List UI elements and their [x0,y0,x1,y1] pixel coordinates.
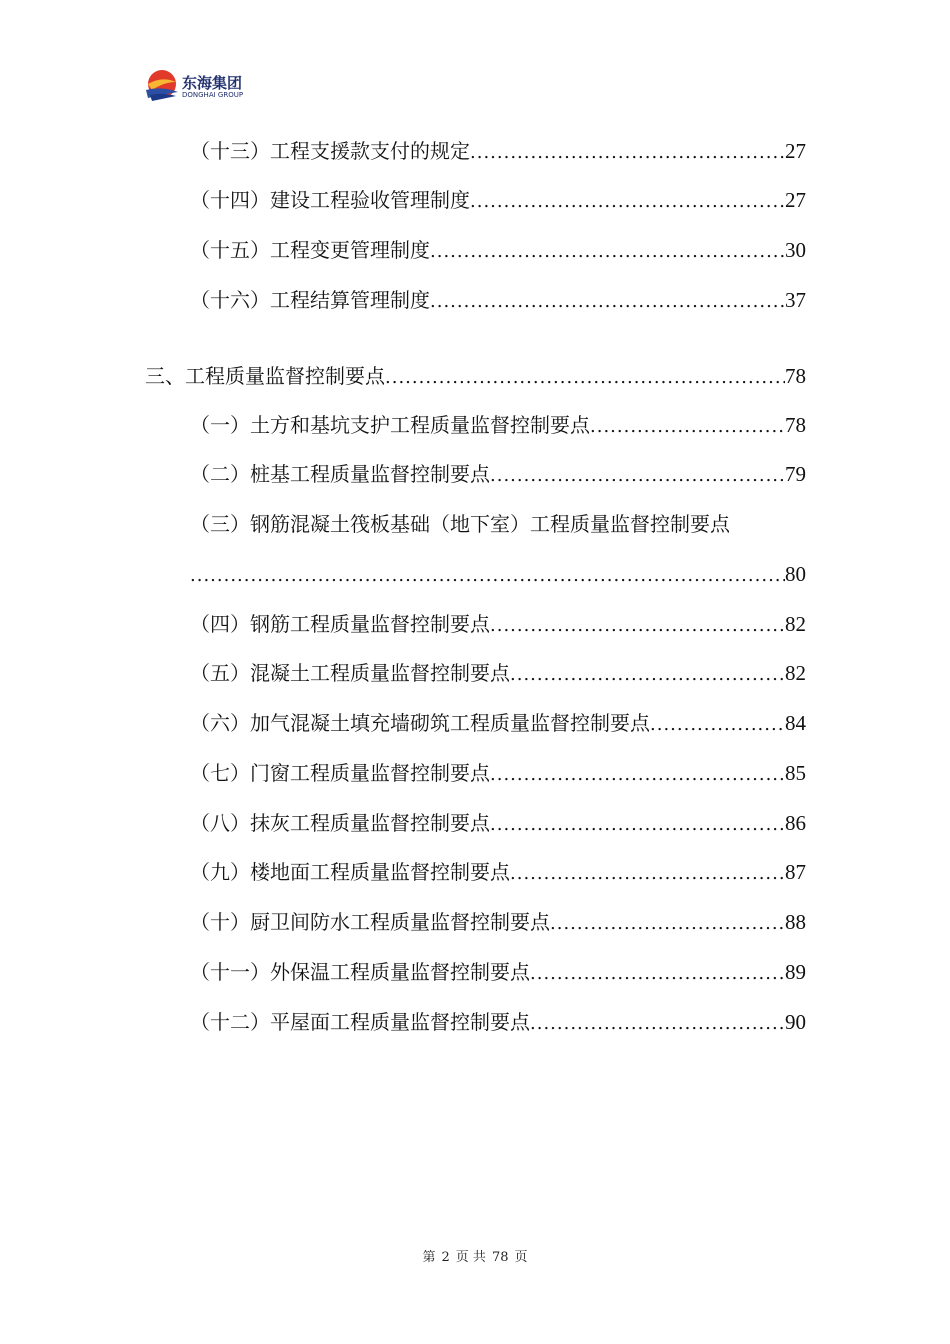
toc-leader [530,1009,785,1039]
toc-section-entry[interactable] [145,361,806,391]
page-footer [0,1246,950,1265]
toc-entry-title: （十三）工程支援款支付的规定 [190,139,470,163]
toc-entry[interactable] [190,808,806,838]
toc-entry[interactable] [190,658,806,688]
logo-text-en: DONGHAI GROUP [182,91,244,99]
toc-entry-title: （三）钢筋混凝土筏板基础（地下室）工程质量监督控制要点 [190,512,730,536]
toc-entry-title: （十）厨卫间防水工程质量监督控制要点 [190,910,550,934]
toc-entry[interactable] [190,185,806,215]
toc-entry-page: 90 [785,1010,806,1034]
toc-leader [490,810,785,840]
toc-entry-page: 89 [785,960,806,984]
logo-text-cn: 东海集团 [182,74,243,92]
toc-entry-wrapped-title[interactable] [190,509,806,539]
toc-entry-title: （九）楼地面工程质量监督控制要点 [190,860,510,884]
toc-leader [430,237,785,267]
toc-leader [550,909,785,939]
toc-entry-page: 27 [785,188,806,212]
toc-leader [385,363,785,393]
donghai-logo-icon [144,68,180,104]
toc-entry-page: 86 [785,811,806,835]
toc-leader [510,859,785,889]
toc-entry-page: 84 [785,711,806,735]
footer-prefix: 第 [422,1250,436,1265]
toc-entry-page: 78 [785,413,806,437]
toc-entry-page: 82 [785,612,806,636]
toc-entry[interactable] [190,907,806,937]
toc-entry-page: 80 [785,562,806,586]
toc-entry-title: （十一）外保温工程质量监督控制要点 [190,960,530,984]
toc-leader [490,611,785,641]
toc-entry-continuation[interactable] [190,559,806,589]
toc-entry-title: （一）土方和基坑支护工程质量监督控制要点 [190,413,590,437]
toc-leader [510,660,785,690]
toc-entry-title: （五）混凝土工程质量监督控制要点 [190,661,510,685]
toc-entry-title: （十六）工程结算管理制度 [190,288,430,312]
toc-entry[interactable] [190,285,806,315]
toc-entry-page: 27 [785,139,806,163]
company-logo [144,68,264,108]
toc-entry-page: 79 [785,462,806,486]
footer-total-pages: 78 [491,1250,509,1265]
toc-entry-page: 30 [785,238,806,262]
toc-entry-title: （八）抹灰工程质量监督控制要点 [190,811,490,835]
toc-entry[interactable] [190,235,806,265]
toc-entry[interactable] [190,857,806,887]
toc-entry-page: 78 [785,364,806,388]
toc-entry[interactable] [190,459,806,489]
toc-entry-title: （二）桩基工程质量监督控制要点 [190,462,490,486]
toc-entry-page: 37 [785,288,806,312]
toc-leader [590,412,785,442]
toc-leader [470,187,785,217]
toc-entry-title: （十四）建设工程验收管理制度 [190,188,470,212]
toc-entry[interactable] [190,1007,806,1037]
toc-entry-title: （十五）工程变更管理制度 [190,238,430,262]
toc-leader [190,561,785,591]
toc-leader [470,138,785,168]
footer-suffix: 页 [514,1250,528,1265]
toc-entry-title: （六）加气混凝土填充墙砌筑工程质量监督控制要点 [190,711,650,735]
toc-entry[interactable] [190,758,806,788]
toc-entry[interactable] [190,136,806,166]
toc-entry-page: 88 [785,910,806,934]
toc-entry[interactable] [190,957,806,987]
toc-entry-title: 三、工程质量监督控制要点 [145,364,385,388]
toc-entry[interactable] [190,708,806,738]
toc-entry-title: （七）门窗工程质量监督控制要点 [190,761,490,785]
toc-leader [490,461,785,491]
footer-current-page: 2 [441,1250,450,1265]
toc-leader [650,710,785,740]
toc-leader [430,287,785,317]
toc-entry-title: （十二）平屋面工程质量监督控制要点 [190,1010,530,1034]
toc-entry[interactable] [190,410,806,440]
toc-entry-title: （四）钢筋工程质量监督控制要点 [190,612,490,636]
toc-entry-page: 87 [785,860,806,884]
footer-mid: 页 共 [455,1250,486,1265]
toc-leader [490,760,785,790]
toc-leader [530,959,785,989]
toc-entry-page: 85 [785,761,806,785]
toc-entry[interactable] [190,609,806,639]
toc-entry-page: 82 [785,661,806,685]
